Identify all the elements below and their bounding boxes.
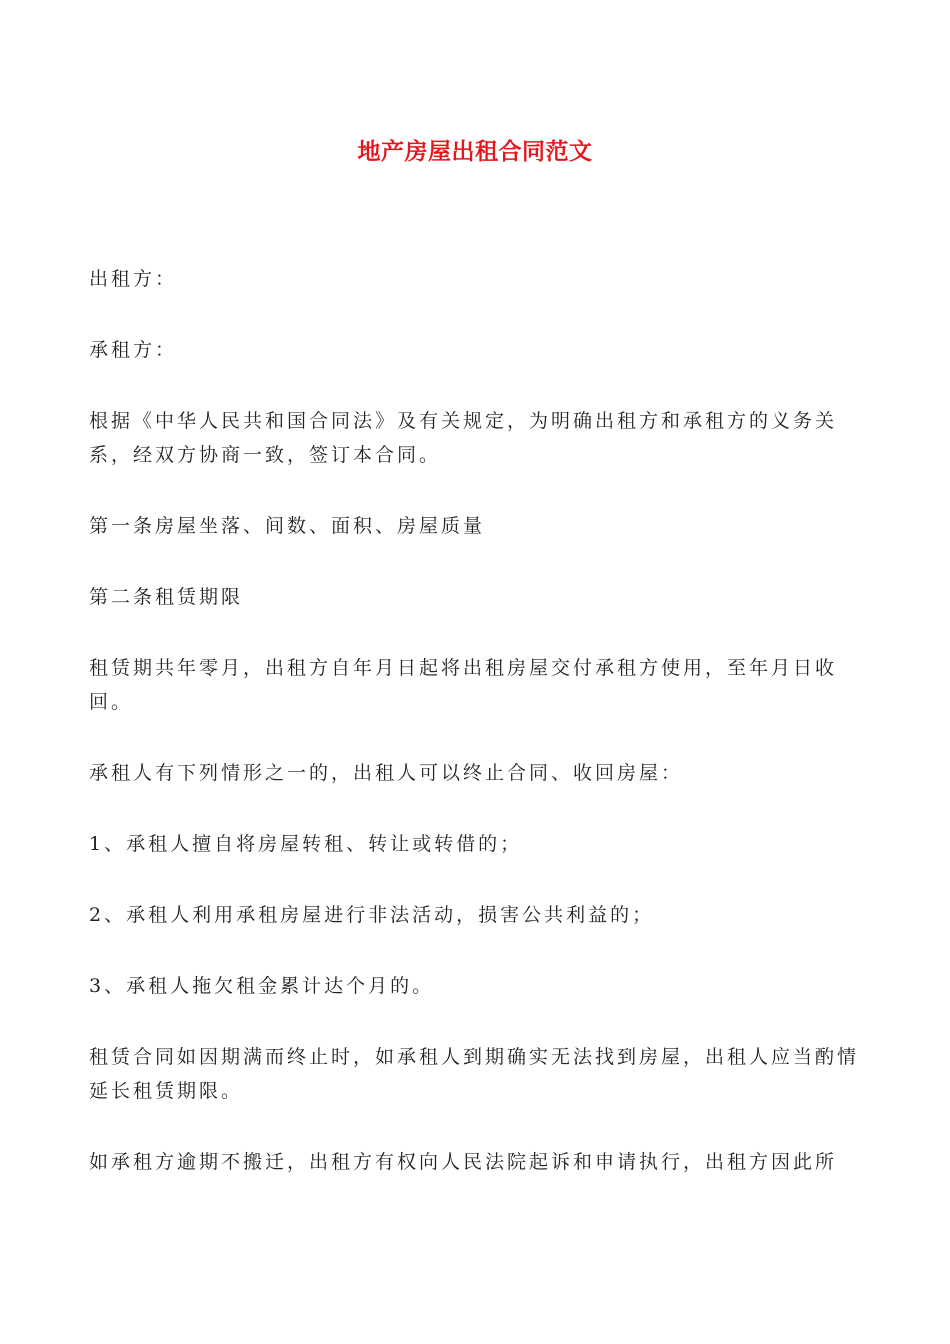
paragraph-preamble: 根据《中华人民共和国合同法》及有关规定，为明确出租方和承租方的义务关系，经双方协商一致，签订本合同。 bbox=[89, 410, 838, 466]
paragraph-overdue: 如承租方逾期不搬迁，出租方有权向人民法院起诉和申请执行，出租方因此所 bbox=[89, 1151, 838, 1173]
paragraph-extension: 租赁合同如因期满而终止时，如承租人到期确实无法找到房屋，出租人应当酌情延长租赁期限。 bbox=[89, 1046, 860, 1102]
paragraph-termination-conditions: 承租人有下列情形之一的，出租人可以终止合同、收回房屋： bbox=[89, 762, 684, 784]
paragraph-article-2: 第二条租赁期限 bbox=[89, 586, 244, 608]
paragraph-lease-term: 租赁期共年零月，出租方自年月日起将出租房屋交付承租方使用，至年月日收回。 bbox=[89, 657, 838, 713]
document-body bbox=[89, 262, 864, 1216]
paragraph-article-1: 第一条房屋坐落、间数、面积、房屋质量 bbox=[89, 515, 486, 537]
paragraph-lessor: 出租方： bbox=[89, 268, 178, 290]
paragraph-condition-3: 3、承租人拖欠租金累计达个月的。 bbox=[89, 975, 435, 997]
document-title: 地产房屋出租合同范文 bbox=[357, 139, 593, 165]
paragraph-condition-1: 1、承租人擅自将房屋转租、转让或转借的； bbox=[89, 833, 523, 855]
paragraph-condition-2: 2、承租人利用承租房屋进行非法活动，损害公共利益的； bbox=[89, 904, 655, 926]
paragraph-lessee: 承租方： bbox=[89, 339, 178, 361]
